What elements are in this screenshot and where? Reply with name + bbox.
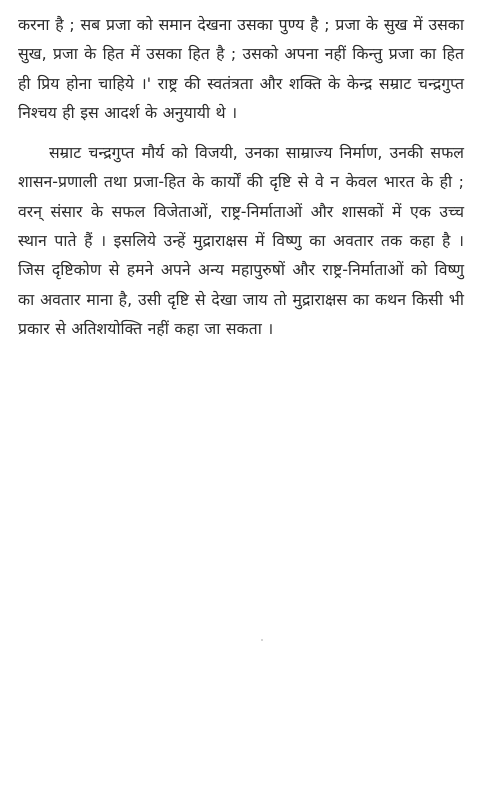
paragraph-2: सम्राट चन्द्रगुप्त मौर्य को विजयी, उनका साम्राज्य निर्माण, उनकी सफल शासन-प्रणाली तथा प्रजा-हित के कार्यों की दृष्टि से वे न केवल भारत के ही ; वरन् संसार के सफल विजेताओं, राष्ट्र-निर्माताओं और शासकों में एक उच्च स्थान पाते हैं । इसलिये उन्हें मुद्राराक्षस में विष्णु का अवतार तक कहा है । जिस दृष्टिकोण से हमने अपने अन्य महापुरुषों और राष्ट्र-निर्माताओं को विष्णु का अवतार माना है, उसी दृष्टि से देखा जाय तो मुद्राराक्षस का कथन किसी भी प्रकार से अतिशयोक्ति नहीं कहा जा सकता ।	[18, 143, 464, 338]
print-speck	[261, 639, 263, 641]
paragraph-1: करना है ; सब प्रजा को समान देखना उसका पुण्य है ; प्रजा के सुख में उसका सुख, प्रजा के हित में उसका हित है ; उसको अपना नहीं किन्तु प्रजा का हित ही प्रिय होना चाहिये ।' राष्ट्र की स्वतंत्रता और शक्ति के केन्द्र सम्राट चन्द्रगुप्त निश्चय ही इस आदर्श के अनुयायी थे ।	[18, 15, 464, 122]
